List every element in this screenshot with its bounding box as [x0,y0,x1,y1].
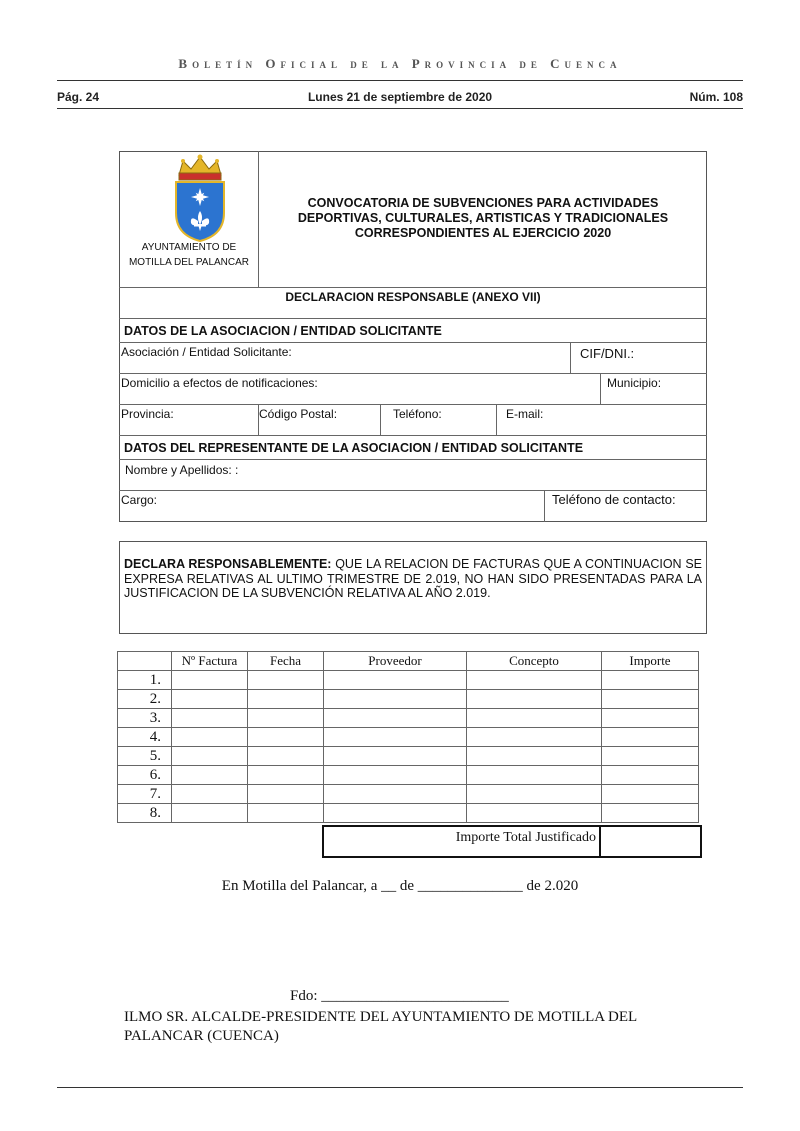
row-number: 2. [118,690,172,709]
table-row [118,747,699,766]
telefono-label: Teléfono: [393,407,442,421]
header-cell: Nº Factura [172,652,248,671]
row-number: 1. [118,671,172,690]
table-row [118,709,699,728]
table-row [118,785,699,804]
issue-number: Núm. 108 [689,90,743,104]
header-cell: Proveedor [324,652,467,671]
asociacion-label: Asociación / Entidad Solicitante: [121,345,292,359]
row-number: 3. [118,709,172,728]
total-label: Importe Total Justificado [455,830,596,845]
declaration-lead: DECLARA RESPONSABLEMENTE: [124,557,332,571]
row-number: 8. [118,804,172,823]
invoice-table [117,651,699,823]
row-number: 7. [118,785,172,804]
addressee-line-1: ILMO SR. ALCALDE-PRESIDENTE DEL AYUNTAMIENTO DE MOTILLA DEL [124,1009,638,1025]
footer-rule [57,1087,743,1088]
header-cell [118,652,172,671]
header-rule-bottom [57,108,743,109]
section-representative-title: DATOS DEL REPRESENTANTE DE LA ASOCIACION / ENTIDAD SOLICITANTE [124,441,584,455]
cif-label: CIF/DNI.: [580,346,635,361]
emblem-caption-2: MOTILLA DEL PALANCAR [128,257,250,268]
coat-of-arms-icon [169,153,231,243]
header-rule-top [57,80,743,81]
bulletin-title: Boletín Oficial de la Provincia de Cuenca [178,56,622,71]
nombre-label: Nombre y Apellidos: : [125,463,239,477]
email-label: E-mail: [506,407,544,421]
table-row [118,766,699,785]
header-cell: Importe [602,652,699,671]
signature-line: Fdo: _________________________ [290,988,509,1004]
table-row [118,671,699,690]
issue-date: Lunes 21 de septiembre de 2020 [307,90,493,104]
municipio-label: Municipio: [607,376,662,390]
emblem-caption-1: AYUNTAMIENTO DE [141,242,237,253]
form-title-line-3: CORRESPONDIENTES AL EJERCICIO 2020 [354,226,612,240]
header-cell: Concepto [467,652,602,671]
provincia-label: Provincia: [121,407,174,421]
place-date: En Motilla del Palancar, a __ de ______________ de 2.020 [221,878,579,894]
row-number: 5. [118,747,172,766]
table-row [118,728,699,747]
header-cell: Fecha [248,652,324,671]
page-number: Pág. 24 [57,90,100,104]
table-row [118,690,699,709]
form-title [260,196,706,241]
row-number: 4. [118,728,172,747]
form-title-line-2: DEPORTIVAS, CULTURALES, ARTISTICAS Y TRADICIONALES [297,211,669,225]
cargo-label: Cargo: [121,493,158,507]
form-title-line-1: CONVOCATORIA DE SUBVENCIONES PARA ACTIVIDADES [307,196,659,210]
declaration-text [124,557,702,601]
telefono-contacto-label: Teléfono de contacto: [552,492,676,507]
addressee-line-2: PALANCAR (CUENCA) [124,1028,279,1044]
declaration-body: QUE LA RELACION DE FACTURAS QUE A CONTINUACION SE EXPRESA RELATIVAS AL ULTIMO TRIMESTRE DE 2.019, NO HAN SIDO PRESENTADAS PARA LA JUSTIFICACION DE LA SUBVENCIÓN RELATIVA AL AÑO 2.019. [124,557,702,600]
table-header-row [118,652,699,671]
table-row [118,804,699,823]
domicilio-label: Domicilio a efectos de notificaciones: [121,376,318,390]
codigo-postal-label: Código Postal: [259,407,338,421]
row-number: 6. [118,766,172,785]
declaration-title: DECLARACION RESPONSABLE (ANEXO VII) [285,290,541,304]
section-entity-title: DATOS DE LA ASOCIACION / ENTIDAD SOLICITANTE [124,324,442,338]
